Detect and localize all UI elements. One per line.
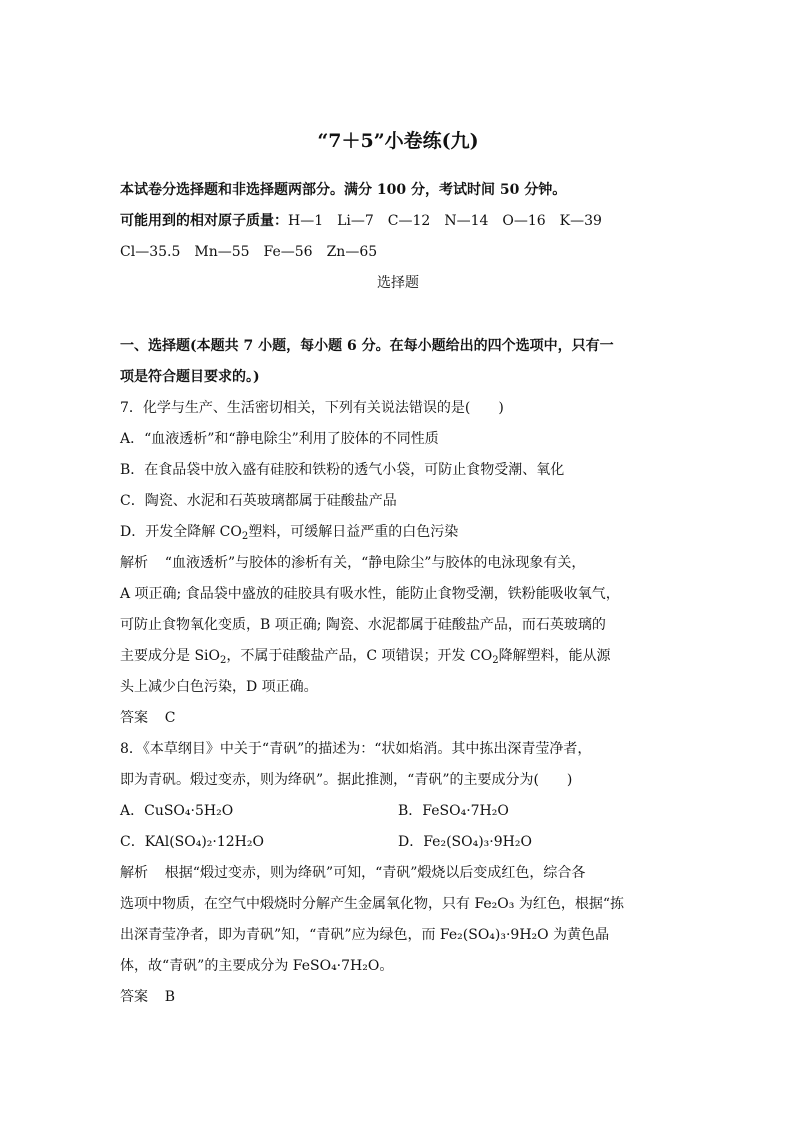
q7-option-c: C．陶瓷、水泥和石英玻璃都属于硅酸盐产品 — [120, 493, 397, 509]
q8-analysis-3: 出深青莹净者，即为青矾”知，“青矾”应为绿色，而 Fe₂(SO₄)₃·9H₂O 为黄色晶 — [120, 927, 610, 943]
analysis-label: 解析 — [120, 865, 148, 881]
q7-option-d: D．开发全降解 $CO_2$塑料，可缓解日益严重的白色污染 — [120, 524, 459, 542]
q8-options-cd — [120, 830, 676, 861]
q7-analysis-4: 主要成分是 SiO$_2$，不属于硅酸盐产品，C 项错误；开发 $CO_2$降解塑料，能从源 — [120, 648, 611, 666]
q8-stem-2: 即为青矾。煅过变赤，则为绛矾”。据此推测，“青矾”的主要成分为( ) — [120, 772, 573, 788]
analysis-label: 解析 — [120, 555, 148, 571]
q8-analysis-1: 解析 根据“煅过变赤，则为绛矾”可知，“青矾”煅烧以后变成红色，综合各 — [120, 865, 586, 881]
answer-label: 答案 — [120, 710, 148, 726]
q8-stem-1: 8．《本草纲目》中关于“青矾”的描述为：“状如焰消。其中拣出深青莹净者， — [120, 741, 592, 757]
q8-analysis-4: 体，故“青矾”的主要成分为 FeSO₄·7H₂O。 — [120, 958, 394, 974]
q7-analysis-2: A 项正确; 食品袋中盛放的硅胶具有吸水性，能防止食物受潮，铁粉能吸收氧气， — [120, 586, 620, 602]
q8-answer — [120, 985, 676, 1016]
q8-option-a: A．CuSO₄·5H₂O — [120, 803, 234, 819]
answer-label: 答案 — [120, 989, 148, 1005]
section-heading: 选择题 — [377, 275, 419, 291]
q7-answer — [120, 706, 676, 737]
part1-instructions-2: 项是符合题目要求的。) — [120, 369, 260, 385]
atomic-masses-label: 可能用到的相对原子质量： — [120, 213, 288, 229]
q7-analysis-1: 解析 “血液透析”与胶体的渗析有关，“静电除尘”与胶体的电泳现象有关， — [120, 555, 586, 571]
atomic-masses-line-1 — [120, 209, 676, 240]
q7-option-a: A．“血液透析”和“静电除尘”利用了胶体的不同性质 — [120, 431, 439, 447]
q7-option-b: B．在食品袋中放入盛有硅胶和铁粉的透气小袋，可防止食物受潮、氧化 — [120, 462, 565, 478]
q7-analysis-3: 可防止食物氧化变质，B 项正确; 陶瓷、水泥都属于硅酸盐产品，而石英玻璃的 — [120, 617, 606, 633]
q7-answer-value: C — [164, 710, 176, 726]
q7-stem: 7．化学与生产、生活密切相关，下列有关说法错误的是( ) — [120, 400, 504, 416]
q8-option-b: B．FeSO₄·7H₂O — [398, 803, 509, 819]
q8-answer-value: B — [164, 989, 176, 1005]
atomic-masses-line-2: Cl—35.5 Mn—55 Fe—56 Zn—65 — [120, 244, 378, 260]
q8-analysis-2: 选项中物质，在空气中煅烧时分解产生金属氧化物，只有 Fe₂O₃ 为红色，根据“拣 — [120, 896, 624, 912]
atomic-masses-values-1: H—1 Li—7 C—12 N—14 O—16 K—39 — [288, 213, 602, 229]
intro-line: 本试卷分选择题和非选择题两部分。满分 100 分，考试时间 50 分钟。 — [120, 182, 567, 198]
q8-option-c: C．KAl(SO₄)₂·12H₂O — [120, 834, 264, 850]
q7-analysis-5: 头上减少白色污染，D 项正确。 — [120, 679, 318, 695]
page-title: “7＋5”小卷练(九) — [317, 130, 479, 152]
q8-option-d: D．Fe₂(SO₄)₃·9H₂O — [398, 834, 532, 850]
part1-instructions-1: 一、选择题(本题共 7 小题，每小题 6 分。在每小题给出的四个选项中，只有一 — [120, 338, 614, 354]
document-body — [120, 178, 676, 1016]
q8-options-ab — [120, 799, 676, 830]
